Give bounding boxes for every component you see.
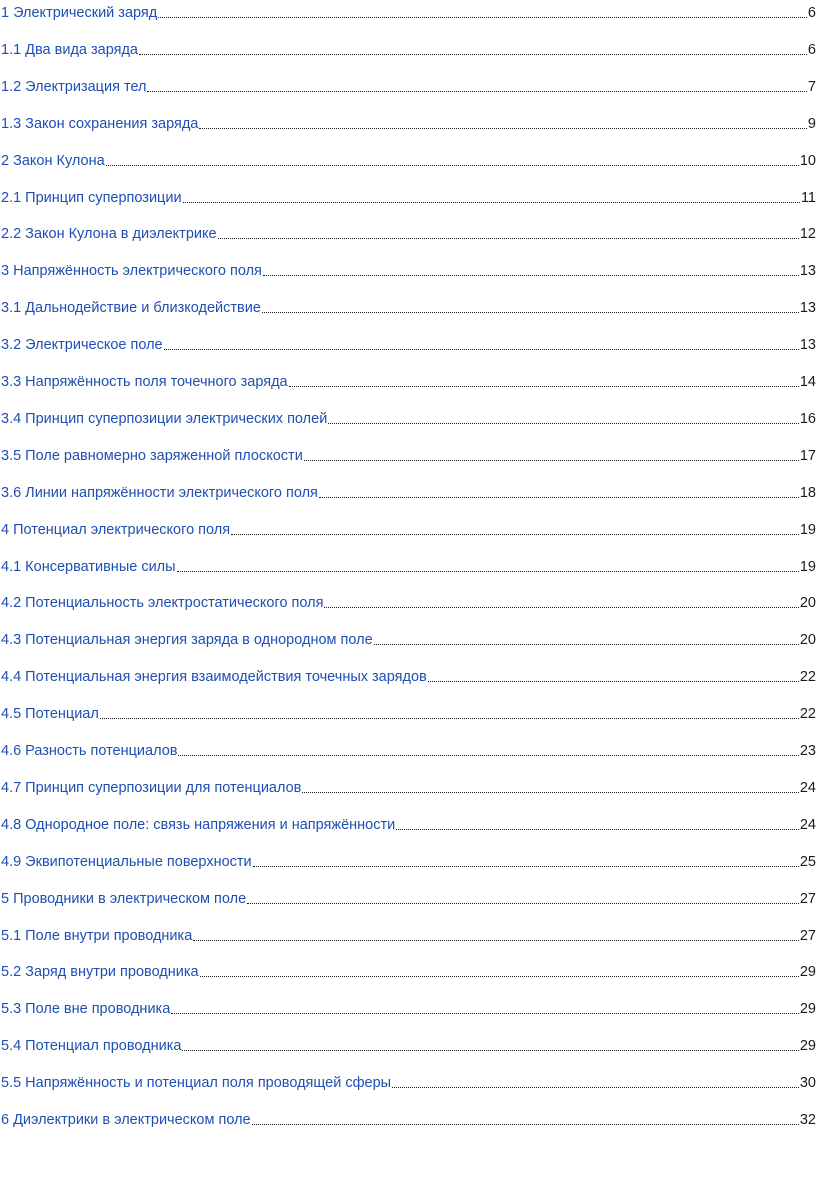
dot-leader xyxy=(100,718,799,719)
toc-entry-title: 4 Потенциал электрического поля xyxy=(1,521,231,538)
toc-entry-title: 4.7 Принцип суперпозиции для потенциалов xyxy=(1,779,302,796)
toc-entry-link[interactable] xyxy=(0,1107,816,1129)
toc-entry-title: 5.5 Напряжённость и потенциал поля проводящей сферы xyxy=(1,1075,392,1092)
dot-leader xyxy=(302,792,798,793)
toc-entry-page-number: 24 xyxy=(799,779,816,796)
toc-entry-link[interactable] xyxy=(0,406,816,428)
dot-leader xyxy=(263,275,799,276)
toc-entry-title: 3.6 Линии напряжённости электрического поля xyxy=(1,484,318,501)
toc-entry-page-number: 20 xyxy=(799,632,816,649)
toc-entry-title: 5.4 Потенциал проводника xyxy=(1,1038,182,1055)
toc-entry-title: 5 Проводники в электрическом поле xyxy=(1,890,247,907)
toc-entry-page-number: 7 xyxy=(807,78,816,95)
toc-entry-page-number: 29 xyxy=(799,964,816,981)
toc-entry-link[interactable] xyxy=(0,923,816,945)
toc-entry-page-number: 13 xyxy=(799,337,816,354)
toc-entry-page-number: 29 xyxy=(799,1038,816,1055)
toc-entry-link[interactable] xyxy=(0,111,816,133)
toc-entry-title: 2 Закон Кулона xyxy=(1,152,105,169)
dot-leader xyxy=(231,534,799,535)
dot-leader xyxy=(177,571,799,572)
toc-entry-page-number: 29 xyxy=(799,1001,816,1018)
dot-leader xyxy=(324,607,798,608)
toc-entry-link[interactable] xyxy=(0,886,816,908)
toc-entry-link[interactable] xyxy=(0,812,816,834)
toc-entry-page-number: 13 xyxy=(799,263,816,280)
toc-entry-title: 2.1 Принцип суперпозиции xyxy=(1,189,182,206)
dot-leader xyxy=(164,349,799,350)
toc-entry-link[interactable] xyxy=(0,332,816,354)
toc-entry-title: 4.6 Разность потенциалов xyxy=(1,743,178,759)
toc-entry-title: 1.3 Закон сохранения заряда xyxy=(1,115,199,132)
toc-entry-page-number: 27 xyxy=(799,890,816,907)
toc-entry-title: 3.4 Принцип суперпозиции электрических полей xyxy=(1,410,328,427)
toc-entry-page-number: 6 xyxy=(807,5,816,21)
toc-entry-page-number: 6 xyxy=(807,41,816,58)
dot-leader xyxy=(252,1124,799,1125)
toc-entry-title: 2.2 Закон Кулона в диэлектрике xyxy=(1,226,217,243)
dot-leader xyxy=(147,91,806,92)
toc-entry-link[interactable] xyxy=(0,37,816,59)
toc-entry-page-number: 25 xyxy=(799,853,816,870)
toc-entry-link[interactable] xyxy=(0,849,816,871)
toc-entry-title: 5.1 Поле внутри проводника xyxy=(1,927,193,944)
dot-leader xyxy=(392,1087,799,1088)
toc-entry-title: 4.5 Потенциал xyxy=(1,706,99,723)
dot-leader xyxy=(183,202,800,203)
toc-entry-title: 6 Диэлектрики в электрическом поле xyxy=(1,1112,251,1128)
toc-entry-page-number: 27 xyxy=(799,927,816,944)
toc-entry-page-number: 10 xyxy=(799,152,816,169)
toc-entry-link[interactable] xyxy=(0,221,816,243)
toc-entry-link[interactable] xyxy=(0,258,816,280)
toc-entry-title: 4.1 Консервативные силы xyxy=(1,558,176,575)
toc-entry-title: 4.2 Потенциальность электростатического поля xyxy=(1,595,324,612)
toc-entry-title: 3.3 Напряжённость поля точечного заряда xyxy=(1,374,288,390)
toc-entry-link[interactable] xyxy=(0,1033,816,1055)
toc-entry-page-number: 12 xyxy=(799,226,816,243)
toc-entry-page-number: 32 xyxy=(799,1112,816,1128)
toc-entry-title: 3.5 Поле равномерно заряженной плоскости xyxy=(1,447,303,464)
toc-entry-link[interactable] xyxy=(0,443,816,465)
toc-entry-title: 3 Напряжённость электрического поля xyxy=(1,263,262,280)
toc-entry-page-number: 16 xyxy=(799,410,816,427)
toc-entry-page-number: 22 xyxy=(799,706,816,723)
toc-entry-link[interactable] xyxy=(0,185,816,207)
toc-entry-title: 5.2 Заряд внутри проводника xyxy=(1,964,199,981)
toc-entry-title: 1.1 Два вида заряда xyxy=(1,41,138,58)
dot-leader xyxy=(158,17,807,18)
dot-leader xyxy=(139,54,807,55)
toc-entry-page-number: 24 xyxy=(799,816,816,833)
toc-entry-link[interactable] xyxy=(0,554,816,576)
dot-leader xyxy=(304,460,799,461)
dot-leader xyxy=(182,1050,798,1051)
toc-entry-link[interactable] xyxy=(0,74,816,96)
toc-entry-link[interactable] xyxy=(0,664,816,686)
toc-entry-link[interactable] xyxy=(0,369,816,391)
toc-entry-page-number: 23 xyxy=(799,743,816,759)
toc-entry-title: 5.3 Поле вне проводника xyxy=(1,1001,171,1018)
toc-entry-page-number: 14 xyxy=(799,374,816,390)
toc-entry-title: 3.1 Дальнодействие и близкодействие xyxy=(1,300,261,317)
toc-entry-title: 1.2 Электризация тел xyxy=(1,78,147,95)
dot-leader xyxy=(289,386,799,387)
toc-entry-link[interactable] xyxy=(0,590,816,612)
toc-entry-title: 4.8 Однородное поле: связь напряжения и напряжённости xyxy=(1,816,396,833)
toc-entry-link[interactable] xyxy=(0,959,816,981)
dot-leader xyxy=(319,497,799,498)
dot-leader xyxy=(396,829,799,830)
toc-entry-title: 3.2 Электрическое поле xyxy=(1,337,163,354)
toc-entry-page-number: 11 xyxy=(800,189,816,206)
toc-entry-page-number: 30 xyxy=(799,1075,816,1092)
toc-entry-title: 4.4 Потенциальная энергия взаимодействия точечных зарядов xyxy=(1,669,427,686)
toc-entry-link[interactable] xyxy=(0,517,816,539)
toc-entry-link[interactable] xyxy=(0,775,816,797)
dot-leader xyxy=(200,976,799,977)
dot-leader xyxy=(106,165,799,166)
toc-entry-page-number: 18 xyxy=(799,484,816,501)
toc-entry-page-number: 19 xyxy=(799,558,816,575)
toc-entry-link[interactable] xyxy=(0,480,816,502)
toc-entry-link[interactable] xyxy=(0,148,816,170)
dot-leader xyxy=(428,681,799,682)
toc-entry-title: 4.9 Эквипотенциальные поверхности xyxy=(1,853,252,870)
toc-entry-page-number: 20 xyxy=(799,595,816,612)
toc-entry-page-number: 9 xyxy=(807,115,816,132)
toc-entry-link[interactable] xyxy=(0,627,816,649)
toc-entry-link[interactable] xyxy=(0,295,816,317)
dot-leader xyxy=(199,128,807,129)
dot-leader xyxy=(253,866,799,867)
toc-entry-link[interactable] xyxy=(0,1070,816,1092)
toc-entry-page-number: 19 xyxy=(799,521,816,538)
toc-entry-link[interactable] xyxy=(0,0,816,22)
toc-entry-link[interactable] xyxy=(0,701,816,723)
toc-entry-page-number: 17 xyxy=(799,447,816,464)
dot-leader xyxy=(171,1013,799,1014)
toc-entry-page-number: 13 xyxy=(799,300,816,317)
dot-leader xyxy=(178,755,798,756)
dot-leader xyxy=(193,940,799,941)
toc-entry-link[interactable] xyxy=(0,996,816,1018)
toc-entry-link[interactable] xyxy=(0,738,816,760)
dot-leader xyxy=(374,644,799,645)
dot-leader xyxy=(262,312,799,313)
dot-leader xyxy=(328,423,799,424)
dot-leader xyxy=(218,238,799,239)
toc-entry-title: 4.3 Потенциальная энергия заряда в однородном поле xyxy=(1,632,373,649)
toc-entry-page-number: 22 xyxy=(799,669,816,686)
dot-leader xyxy=(247,903,799,904)
toc-entry-title: 1 Электрический заряд xyxy=(1,5,158,21)
